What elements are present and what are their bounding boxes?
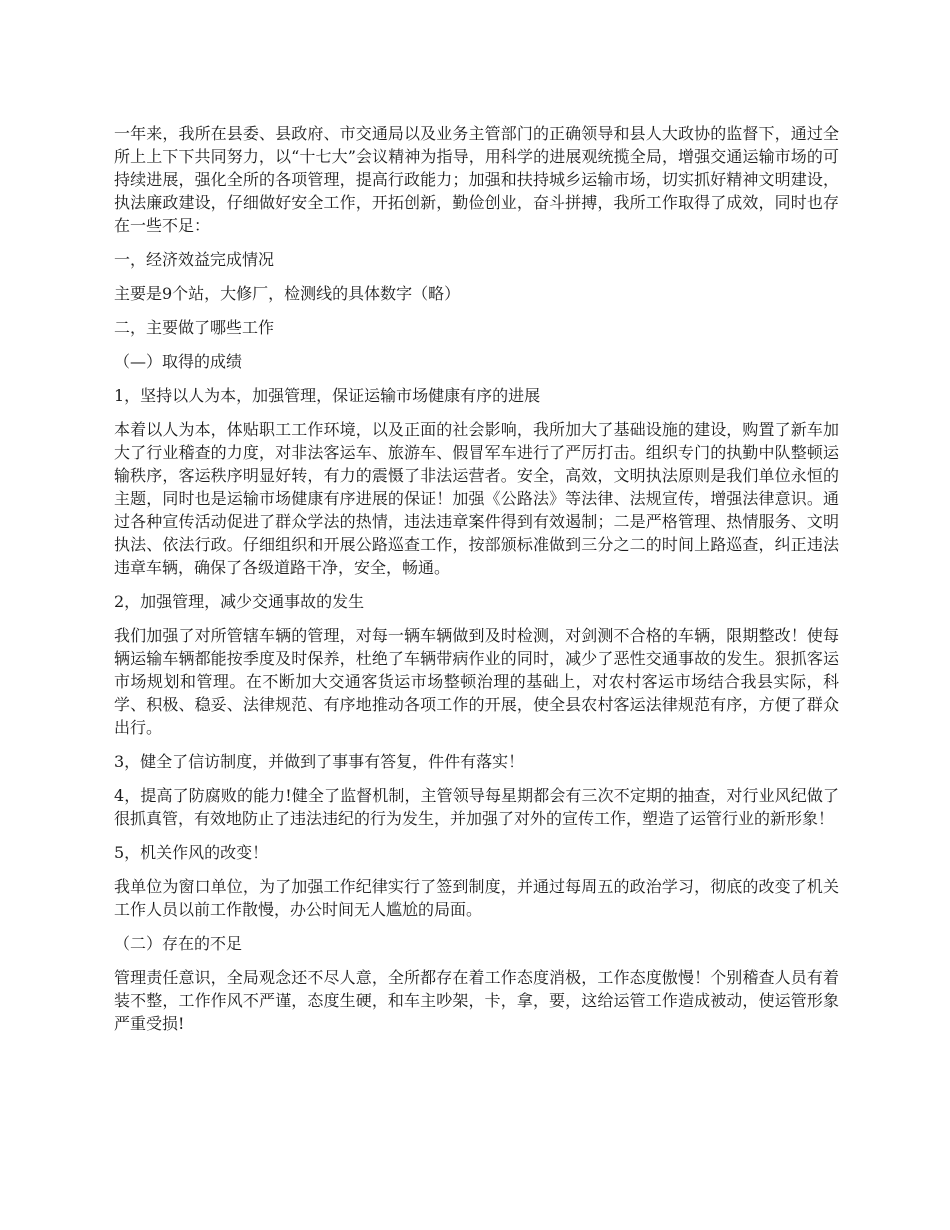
intro-paragraph: 一年来，我所在县委、县政府、市交通局以及业务主管部门的正确领导和县人大政协的监督下，通过全所上上下下共同努力，以“十七大”会议精神为指导，用科学的进展观统揽全局，增强交通运输市场的可持续进展，强化全所的各项管理，提高行政能力；加强和扶持城乡运输市场，切实抓好精神文明建设，执法廉政建设，仔细做好安全工作，开拓创新，勤俭创业，奋斗拼搏，我所工作取得了成效，同时也存在一些不足： xyxy=(114,124,839,235)
section-heading-economic-benefits: 一，经济效益完成情况 xyxy=(114,250,275,269)
document-body xyxy=(114,122,839,1046)
people-oriented-paragraph: 本着以人为本，体贴职工工作环境，以及正面的社会影响，我所加大了基础设施的建设，购置了新车加大了行业稽查的力度，对非法客运车、旅游车、假冒军车进行了严厉打击。组织专门的执勤中队整顿运输秩序，客运秩序明显好转，有力的震慑了非法运营者。安全，高效，文明执法原则是我们单位永恒的主题，同时也是运输市场健康有序进展的保证！加强《公路法》等法律、法规宣传，增强法律意识。通过各种宣传活动促进了群众学法的热情，违法违章案件得到有效遏制；二是严格管理、热情服务、文明执法、依法行政。仔细组织和开展公路巡查工作，按部颁标准做到三分之二的时间上路巡查，纠正违法违章车辆，确保了各级道路干净，安全，畅通。 xyxy=(114,420,839,577)
subsection-heading-achievements: （—）取得的成绩 xyxy=(114,352,243,371)
economic-benefits-paragraph: 主要是9个站，大修厂，检测线的具体数字（略） xyxy=(114,284,461,303)
office-style-paragraph: 我单位为窗口单位，为了加强工作纪律实行了签到制度，并通过每周五的政治学习，彻底的改变了机关工作人员以前工作散慢，办公时间无人尴尬的局面。 xyxy=(114,877,839,919)
subsection-heading-shortcomings: （二）存在的不足 xyxy=(114,934,243,953)
item-heading-reduce-accidents: 2，加强管理，减少交通事故的发生 xyxy=(114,592,365,611)
petition-system-paragraph: 3，健全了信访制度，并做到了事事有答复，件件有落实！ xyxy=(114,752,525,771)
reduce-accidents-paragraph: 我们加强了对所管辖车辆的管理，对每一辆车辆做到及时检测，对剑测不合格的车辆，限期整改！使每辆运输车辆都能按季度及时保养，杜绝了车辆带病作业的同时，减少了恶性交通事故的发生。狠抓客运市场规划和管理。在不断加大交通客货运市场整顿治理的基础上，对农村客运市场结合我县实际，科学、积极、稳妥、法律规范、有序地推动各项工作的开展，使全县农村客运法律规范有序，方便了群众出行。 xyxy=(114,626,839,737)
anti-corruption-paragraph: 4，提高了防腐败的能力!健全了监督机制，主管领导每星期都会有三次不定期的抽查，对行业风纪做了很抓真管，有效地防止了违法违纪的行为发生，并加强了对外的宣传工作，塑造了运管行业的新形象！ xyxy=(114,786,839,828)
section-heading-main-work: 二，主要做了哪些工作 xyxy=(114,318,275,337)
office-style-heading: 5，机关作风的改变！ xyxy=(114,843,269,862)
item-heading-people-oriented: 1，坚持以人为本，加强管理，保证运输市场健康有序的进展 xyxy=(114,386,541,405)
shortcomings-paragraph: 管理责任意识，全局观念还不尽人意，全所都存在着工作态度消极，工作态度傲慢！个别稽查人员有着装不整，工作作风不严谨，态度生硬，和车主吵架，卡，拿，要，这给运管工作造成被动，使运管形象严重受损! xyxy=(114,968,839,1033)
